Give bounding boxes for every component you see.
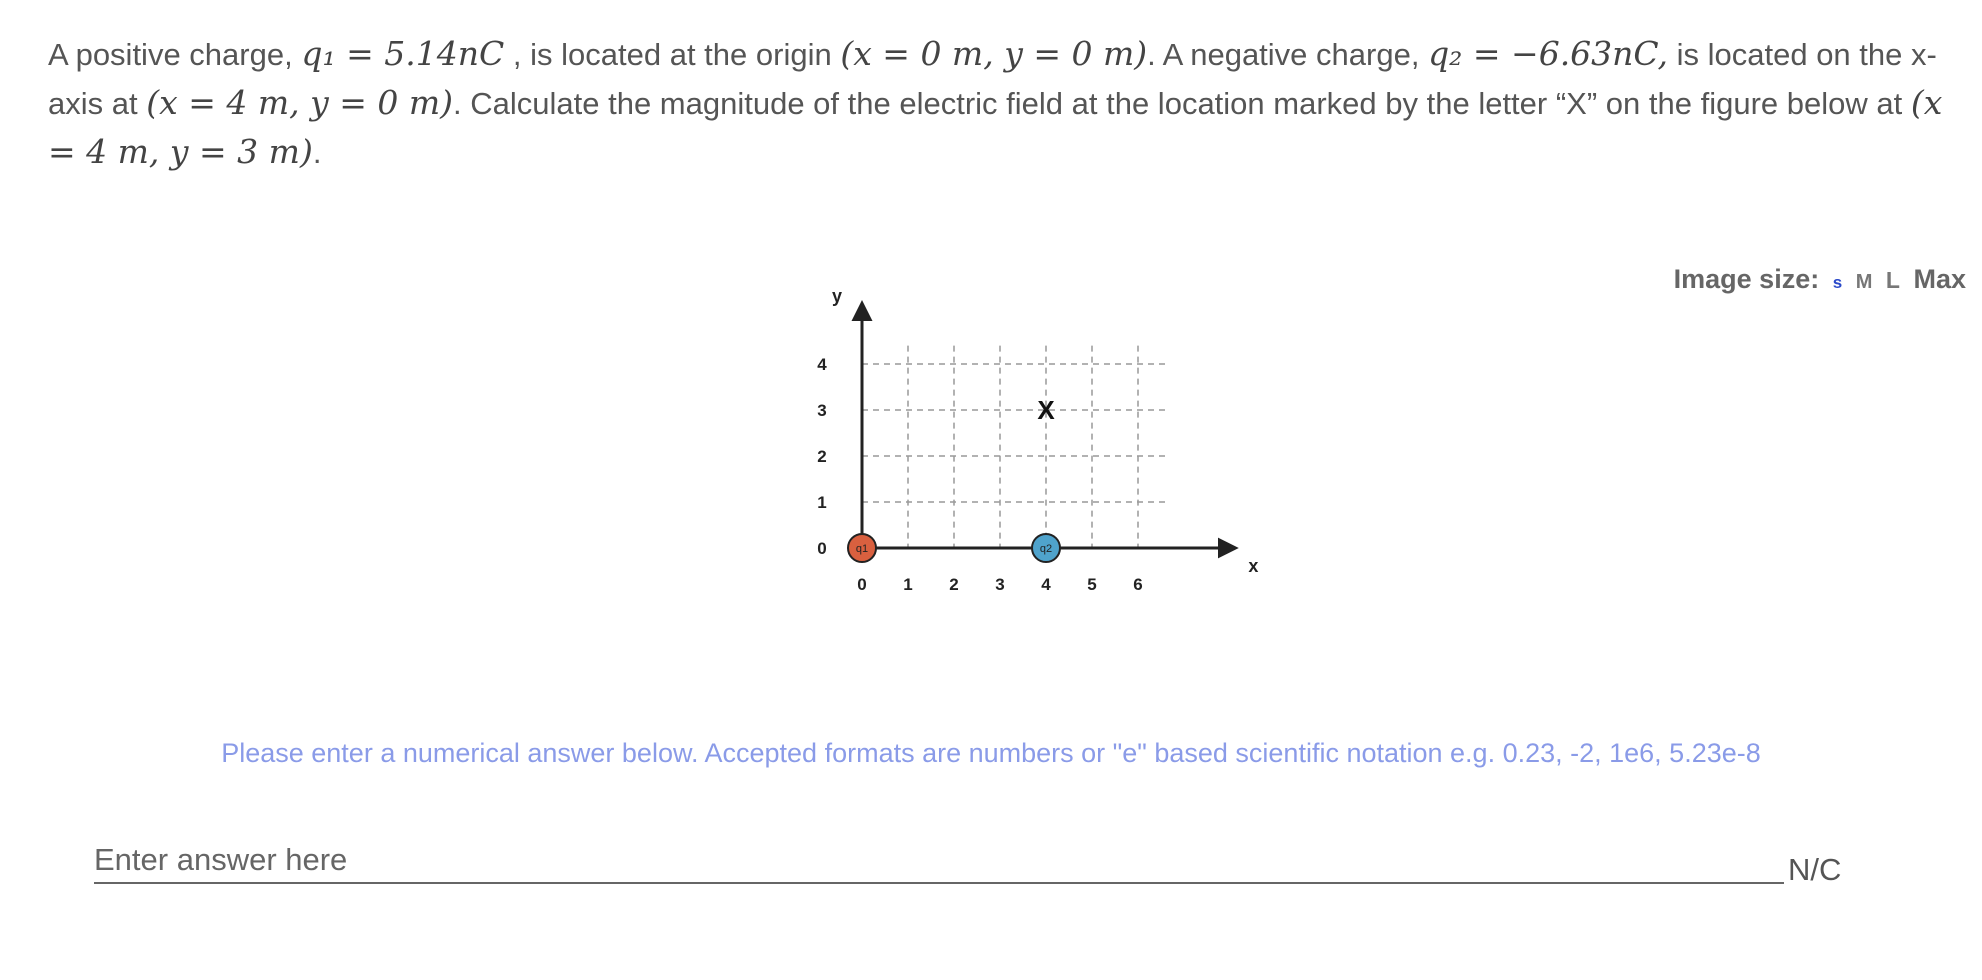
x-axis-label: x — [1248, 556, 1259, 576]
q2-coordinates: (x = 4 m, y = 0 m) — [146, 83, 454, 122]
x-tick-label: 5 — [1087, 575, 1097, 594]
question-text-part: is located on the x-axis at — [48, 37, 1937, 121]
charge-q2 — [1032, 534, 1060, 562]
question-text — [48, 30, 1968, 177]
point-x-marker: X — [1037, 395, 1055, 425]
origin-coordinates: (x = 0 m, y = 0 m) — [840, 34, 1148, 73]
x-tick-label: 6 — [1133, 575, 1143, 594]
x-point-coordinates: (x = 4 m, y = 3 m) — [48, 83, 1943, 171]
question-text-part: . Calculate the magnitude of the electric field at the location marked by the letter “X” on the figure below at — [453, 86, 1911, 121]
x-tick-label: 0 — [857, 575, 867, 594]
answer-input[interactable] — [94, 838, 1784, 884]
q2-equation: q₂ = −6.63nC, — [1428, 34, 1668, 73]
charge-q2-label: q2 — [1039, 543, 1053, 555]
image-size-label: Image size: — [1673, 264, 1820, 294]
y-tick-label: 1 — [817, 493, 827, 512]
y-tick-label: 4 — [817, 355, 827, 374]
image-size-control — [1674, 264, 1966, 295]
question-text-part: A positive charge, — [48, 37, 302, 72]
charge-diagram-svg — [800, 285, 1259, 608]
question-text-part: . A negative charge, — [1147, 37, 1429, 72]
charge-q1-label: q1 — [855, 543, 869, 555]
image-size-large-option[interactable]: L — [1885, 267, 1900, 293]
charge-q1 — [848, 534, 876, 562]
q1-equation: q₁ = 5.14nC — [301, 34, 505, 73]
x-tick-label: 3 — [995, 575, 1005, 594]
y-tick-label: 2 — [817, 447, 827, 466]
y-tick-label: 3 — [817, 401, 827, 420]
answer-instructions: Please enter a numerical answer below. Accepted formats are numbers or "e" based scientific notation e.g. 0.23, -2, 1e6, 5.23e-8 — [221, 738, 1761, 768]
y-tick-labels — [817, 355, 827, 558]
question-text-part: . — [312, 135, 322, 170]
y-tick-label: 0 — [817, 539, 827, 558]
answer-row — [94, 838, 1844, 888]
grid-lines — [862, 346, 1166, 548]
y-axis-label: y — [832, 285, 843, 306]
image-size-small-option[interactable]: s — [1832, 273, 1843, 292]
x-tick-label: 4 — [1041, 575, 1051, 594]
x-tick-labels — [857, 575, 1142, 594]
charge-diagram — [800, 285, 1259, 608]
x-tick-label: 1 — [903, 575, 913, 594]
answer-unit: N/C — [1788, 852, 1842, 887]
image-size-max-option[interactable]: Max — [1913, 264, 1966, 294]
x-tick-label: 2 — [949, 575, 959, 594]
question-text-part: , is located at the origin — [504, 37, 841, 72]
image-size-medium-option[interactable]: M — [1855, 271, 1873, 293]
